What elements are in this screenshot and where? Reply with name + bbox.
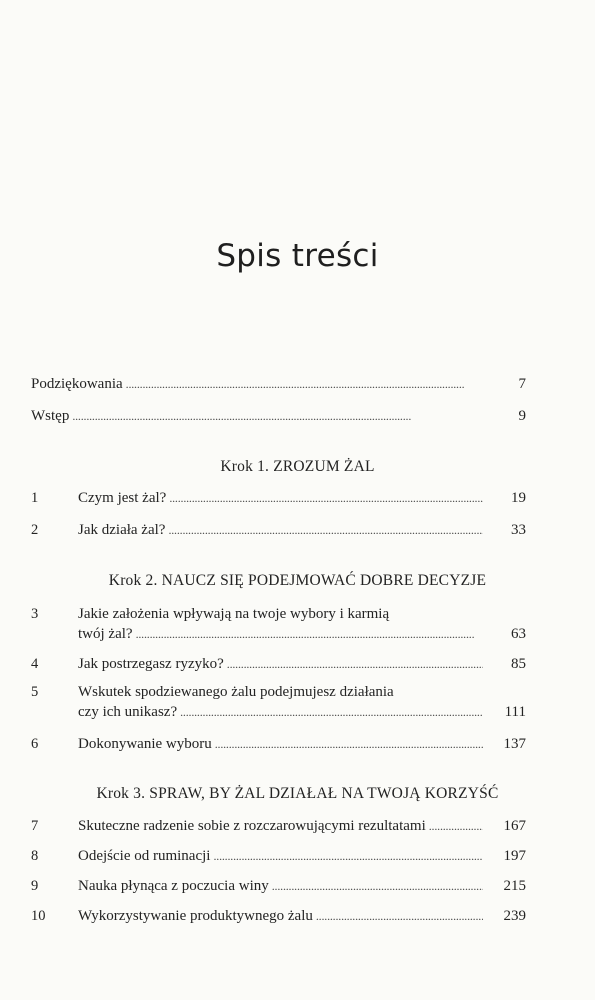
entry-page: 167 xyxy=(503,818,526,834)
section-heading-2: Krok 2. NAUCZ SIĘ PODEJMOWAĆ DOBRE DECYZJE xyxy=(108,572,487,589)
chapter-number: 1 xyxy=(31,490,39,506)
entry-page: 85 xyxy=(511,656,526,672)
chapter-title-line-2: twój żal? xyxy=(78,626,133,642)
entry-page: 239 xyxy=(503,908,526,924)
entry-page: 215 xyxy=(503,878,526,894)
chapter-title-line-2: czy ich unikasz? xyxy=(78,704,178,720)
chapter-number: 2 xyxy=(31,522,39,538)
leader-dots xyxy=(227,654,483,674)
page-title: Spis treści xyxy=(216,238,379,274)
entry-page: 197 xyxy=(503,848,526,864)
chapter-title: Jak postrzegasz ryzyko? xyxy=(78,656,224,672)
leader-dots xyxy=(272,876,483,896)
chapter-number: 8 xyxy=(31,848,39,864)
chapter-title: Skuteczne radzenie sobie z rozczarowującymi rezultatami xyxy=(78,818,426,834)
entry-label: Podziękowania xyxy=(31,376,123,392)
chapter-title: Czym jest żal? xyxy=(78,490,167,506)
entry-page: 111 xyxy=(504,704,526,720)
leader-dots xyxy=(136,624,483,644)
chapter-title: Jak działa żal? xyxy=(78,522,166,538)
section-heading-3: Krok 3. SPRAW, BY ŻAL DZIAŁAŁ NA TWOJĄ KORZYŚĆ xyxy=(96,785,499,802)
chapter-title: Nauka płynąca z poczucia winy xyxy=(78,878,269,894)
leader-dots xyxy=(215,734,483,754)
entry-page: 63 xyxy=(511,626,526,642)
chapter-title-line-1: Jakie założenia wpływają na twoje wybory i karmią xyxy=(78,606,390,622)
chapter-number: 3 xyxy=(31,606,39,622)
leader-dots xyxy=(213,846,483,866)
chapter-number: 10 xyxy=(31,908,46,924)
chapter-number: 5 xyxy=(31,684,39,700)
entry-label: Wstęp xyxy=(31,408,70,424)
entry-page: 33 xyxy=(511,522,526,538)
leader-dots xyxy=(180,702,483,722)
chapter-number: 7 xyxy=(31,818,39,834)
entry-page: 7 xyxy=(518,376,526,392)
leader-dots xyxy=(169,488,483,508)
section-heading-1: Krok 1. ZROZUM ŻAL xyxy=(220,458,375,475)
entry-page: 137 xyxy=(503,736,526,752)
chapter-number: 6 xyxy=(31,736,39,752)
chapter-title-line-1: Wskutek spodziewanego żalu podejmujesz działania xyxy=(78,684,394,700)
leader-dots xyxy=(126,374,483,394)
chapter-title: Dokonywanie wyboru xyxy=(78,736,212,752)
leader-dots xyxy=(429,816,483,836)
leader-dots xyxy=(168,520,483,540)
entry-page: 9 xyxy=(518,408,526,424)
chapter-title: Odejście od ruminacji xyxy=(78,848,211,864)
chapter-number: 4 xyxy=(31,656,39,672)
leader-dots xyxy=(72,406,483,426)
leader-dots xyxy=(316,906,483,926)
chapter-number: 9 xyxy=(31,878,39,894)
entry-page: 19 xyxy=(511,490,526,506)
chapter-title: Wykorzystywanie produktywnego żalu xyxy=(78,908,313,924)
